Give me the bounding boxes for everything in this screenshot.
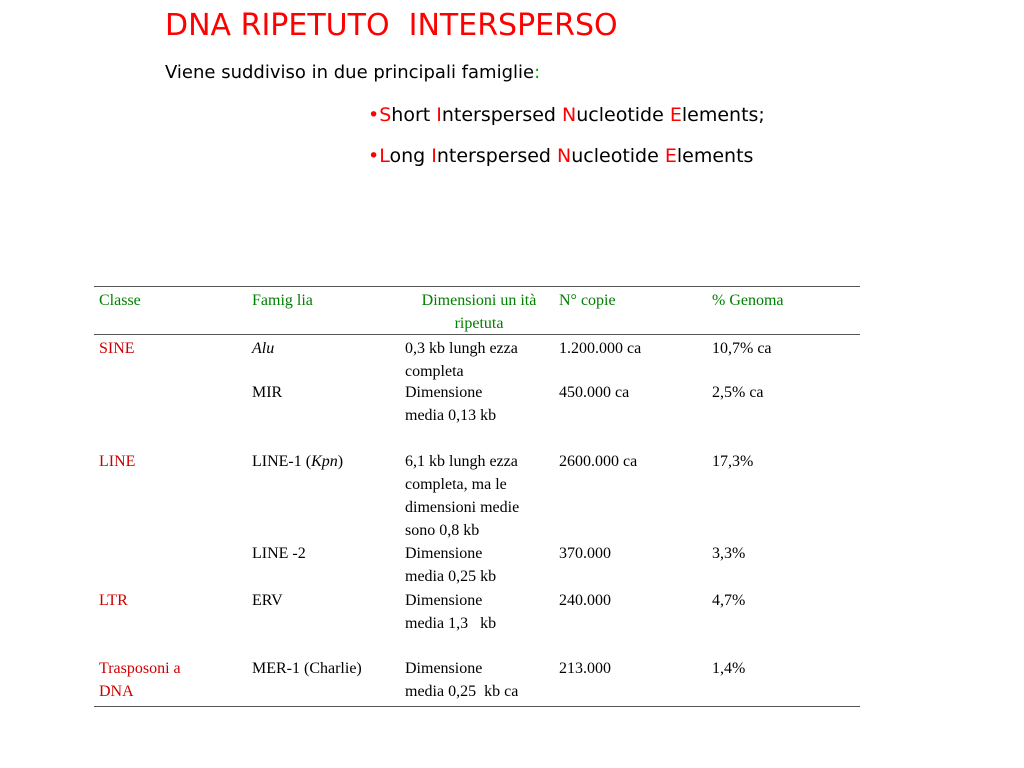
cell-dimensioni	[405, 381, 555, 427]
cell-famiglia: LINE -2	[252, 545, 306, 562]
cell-genoma: 17,3%	[712, 453, 754, 470]
acronym-letter: E	[669, 104, 682, 126]
header-famiglia: Famig lia	[252, 292, 313, 309]
table-header	[94, 287, 860, 335]
table-row	[94, 450, 860, 542]
famiglia-italic: Kpn	[311, 453, 338, 470]
cell-dim-line: completa, ma le	[405, 476, 507, 493]
cell-dimensioni	[405, 589, 555, 635]
cell-genoma: 4,7%	[712, 592, 746, 609]
bullet-dot: •	[368, 104, 380, 126]
header-genoma: % Genoma	[712, 292, 784, 309]
bullet-word: nterspersed	[436, 145, 558, 167]
cell-copie: 2600.000 ca	[559, 453, 638, 470]
cell-classe-line: DNA	[99, 683, 134, 700]
cell-classe: SINE	[99, 340, 135, 357]
bullet-sine	[368, 104, 765, 126]
table-row	[94, 657, 860, 706]
page-title: DNA RIPETUTO INTERSPERSO	[165, 8, 618, 43]
cell-classe: LINE	[99, 453, 136, 470]
header-dimensioni-line2: ripetuta	[454, 315, 504, 332]
cell-dim-line: Dimensione	[405, 545, 483, 562]
bullet-line	[368, 145, 753, 167]
bullet-word: ucleotide	[571, 145, 665, 167]
header-dimensioni-line1: Dimensioni un ità	[421, 292, 537, 309]
cell-copie: 240.000	[559, 592, 611, 609]
famiglia-text: )	[337, 453, 344, 470]
cell-dim-line: Dimensione	[405, 660, 483, 677]
cell-classe: LTR	[99, 592, 128, 609]
cell-dim-line: 6,1 kb lungh ezza	[405, 453, 518, 470]
bullet-word: hort	[391, 104, 437, 126]
cell-copie: 213.000	[559, 660, 611, 677]
cell-dim-line: dimensioni medie	[405, 499, 520, 516]
famiglia-text: LINE-1 (	[252, 453, 312, 470]
table-row	[94, 589, 860, 657]
cell-famiglia	[252, 450, 402, 473]
cell-copie: 370.000	[559, 545, 611, 562]
cell-dim-line: media 0,25 kb ca	[405, 683, 519, 700]
cell-genoma: 3,3%	[712, 545, 746, 562]
cell-genoma: 1,4%	[712, 660, 746, 677]
cell-genoma: 2,5% ca	[712, 384, 764, 401]
acronym-letter: E	[664, 145, 677, 167]
header-classe: Classe	[99, 292, 141, 309]
cell-famiglia: ERV	[252, 592, 283, 609]
cell-dim-line: completa	[405, 363, 464, 380]
bullet-dot: •	[368, 145, 380, 167]
header-dimensioni	[405, 289, 553, 335]
bullet-word: lements	[676, 145, 754, 167]
cell-dim-line: 0,3 kb lungh ezza	[405, 340, 518, 357]
repeat-table	[94, 286, 860, 707]
acronym-letter: I	[431, 145, 437, 167]
cell-dim-line: media 1,3 kb	[405, 615, 497, 632]
acronym-letter: I	[436, 104, 442, 126]
subtitle	[165, 62, 540, 83]
table-row	[94, 381, 860, 450]
cell-dimensioni	[405, 542, 555, 588]
subtitle-colon: :	[534, 62, 541, 83]
acronym-letter: N	[562, 104, 577, 126]
table-row	[94, 335, 860, 381]
cell-dim-line: sono 0,8 kb	[405, 522, 480, 539]
bullet-word: ong	[389, 145, 432, 167]
acronym-letter: S	[379, 104, 392, 126]
cell-famiglia: MER-1 (Charlie)	[252, 660, 362, 677]
cell-copie: 450.000 ca	[559, 384, 630, 401]
cell-dim-line: Dimensione	[405, 592, 483, 609]
cell-dim-line: media 0,25 kb	[405, 568, 497, 585]
cell-classe	[99, 657, 249, 703]
cell-classe-line: Trasposoni a	[99, 660, 181, 677]
cell-famiglia: MIR	[252, 384, 283, 401]
header-copie: N° copie	[559, 292, 616, 309]
acronym-letter: L	[379, 145, 390, 167]
cell-dim-line: media 0,13 kb	[405, 407, 497, 424]
acronym-letter: N	[557, 145, 572, 167]
subtitle-text: Viene suddiviso in due principali famiglie	[165, 62, 535, 83]
table-row	[94, 542, 860, 589]
cell-copie: 1.200.000 ca	[559, 340, 642, 357]
bullet-word: lements;	[681, 104, 765, 126]
bullet-word: nterspersed	[441, 104, 563, 126]
cell-dimensioni	[405, 337, 555, 383]
cell-dim-line: Dimensione	[405, 384, 483, 401]
cell-dimensioni	[405, 657, 555, 703]
cell-genoma: 10,7% ca	[712, 340, 772, 357]
cell-dimensioni	[405, 450, 555, 542]
cell-famiglia: Alu	[252, 340, 275, 357]
bullet-word: ucleotide	[576, 104, 670, 126]
